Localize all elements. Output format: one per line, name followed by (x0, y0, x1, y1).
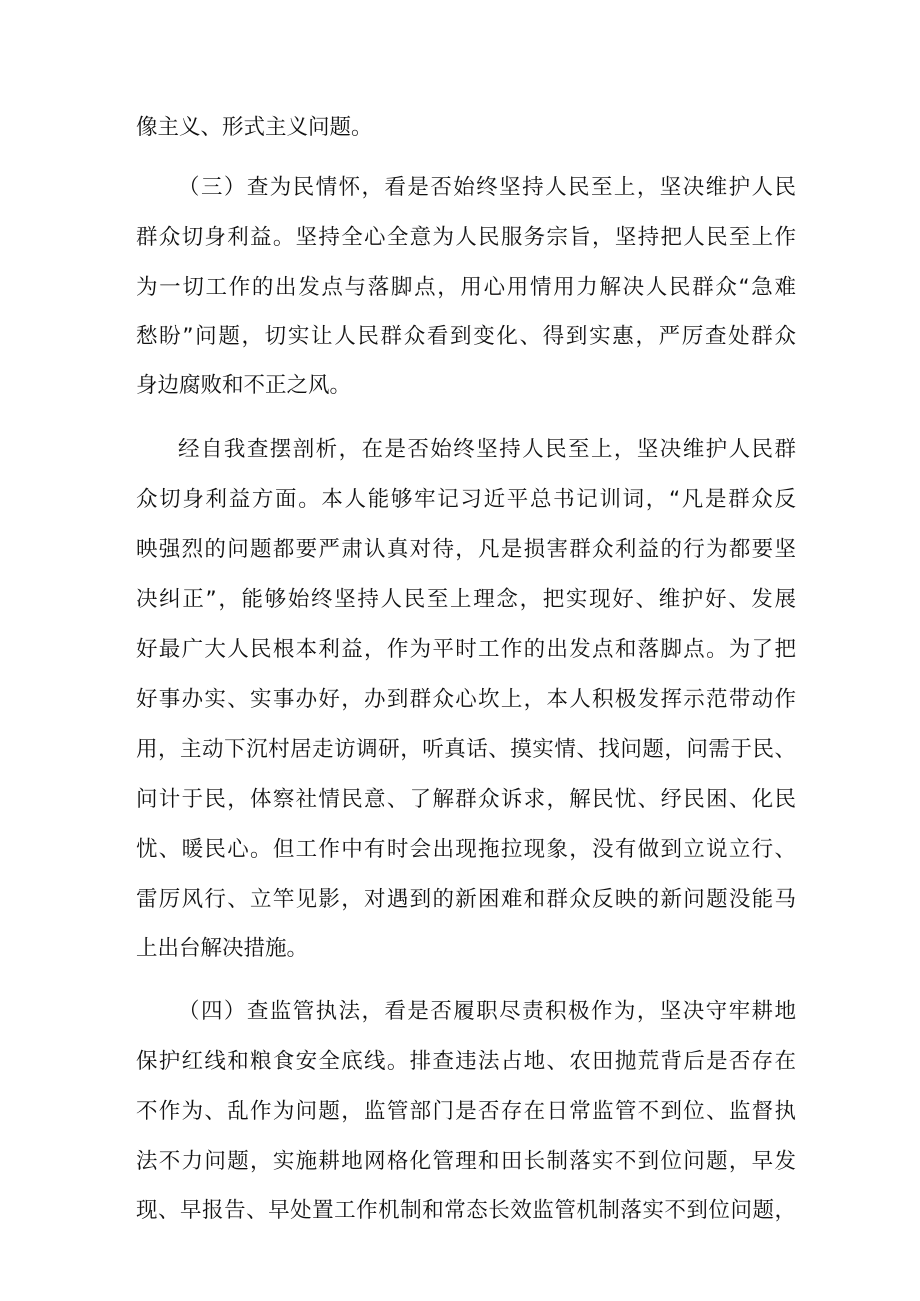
text-line: （四）查监管执法，看是否履职尽责积极作为，坚决守牢耕地 (178, 999, 796, 1024)
text-line: 法不力问题，实施耕地网格化管理和田长制落实不到位问题，早发 (136, 1149, 796, 1174)
text-line: （三）查为民情怀，看是否始终坚持人民至上，坚决维护人民 (178, 175, 796, 200)
text-line: 身边腐败和不正之风。 (136, 373, 352, 398)
text-line: 现、早报告、早处置工作机制和常态长效监管机制落实不到位问题， (136, 1198, 796, 1223)
text-line: 像主义、形式主义问题。 (136, 115, 373, 140)
text-line: 问计于民，体察社情民意、了解群众诉求，解民忧、纾民困、化民 (136, 787, 796, 812)
text-line: 群众切身利益。坚持全心全意为人民服务宗旨，坚持把人民至上作 (136, 225, 796, 250)
text-line: 愁盼”问题，切实让人民群众看到变化、得到实惠，严厉查处群众 (136, 324, 796, 349)
text-line: 经自我查摆剖析，在是否始终坚持人民至上，坚决维护人民群 (178, 437, 796, 462)
text-line: 决纠正”，能够始终坚持人民至上理念，把实现好、维护好、发展 (136, 587, 796, 612)
text-line: 好最广大人民根本利益，作为平时工作的出发点和落脚点。为了把 (136, 637, 796, 662)
text-line: 为一切工作的出发点与落脚点，用心用情用力解决人民群众“急难 (136, 275, 796, 300)
text-line: 众切身利益方面。本人能够牢记习近平总书记训词，“凡是群众反 (136, 487, 796, 512)
text-line: 映强烈的问题都要严肃认真对待，凡是损害群众利益的行为都要坚 (136, 537, 796, 562)
text-line: 保护红线和粮食安全底线。排查违法占地、农田抛荒背后是否存在 (136, 1049, 796, 1074)
text-line: 上出台解决措施。 (136, 936, 309, 961)
text-line: 忧、暖民心。但工作中有时会出现拖拉现象，没有做到立说立行、 (136, 837, 796, 862)
text-line: 好事办实、实事办好，办到群众心坎上，本人积极发挥示范带动作 (136, 687, 796, 712)
text-line: 雷厉风行、立竿见影，对遇到的新困难和群众反映的新问题没能马 (136, 887, 796, 912)
text-line: 不作为、乱作为问题，监管部门是否存在日常监管不到位、监督执 (136, 1099, 796, 1124)
text-line: 用，主动下沉村居走访调研，听真话、摸实情、找问题，问需于民、 (136, 737, 796, 762)
